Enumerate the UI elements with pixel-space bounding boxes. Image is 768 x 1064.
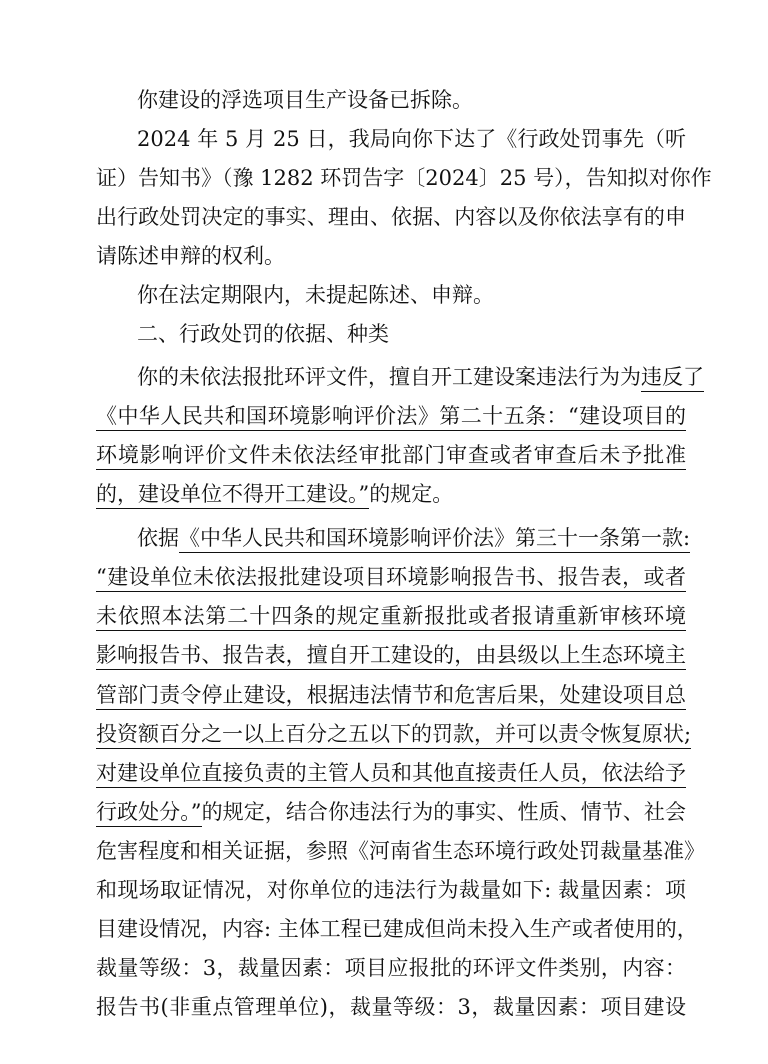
- paragraph-line: 裁量等级：3，裁量因素：项目应报批的环评文件类别，内容：: [96, 956, 686, 980]
- underlined-text: 《中华人民共和国环境影响评价法》第三十一条第一款:: [179, 526, 690, 553]
- underlined-text: 《中华人民共和国环境影响评价法》第二十五条：“建设项目的: [96, 404, 686, 431]
- paragraph-line: 报告书(非重点管理单位)，裁量等级：3，裁量因素：项目建设: [96, 995, 686, 1019]
- paragraph-line: 行政处分。”的规定，结合你违法行为的事实、性质、情节、社会: [96, 789, 686, 835]
- paragraph-line: 目建设情况，内容: 主体工程已建成但尚未投入生产或者使用的，: [96, 917, 698, 941]
- paragraph-line: 的，建设单位不得开工建设。”的规定。: [96, 471, 686, 517]
- underlined-text: 管部门责令停止建设，根据违法情节和危害后果，处建设项目总: [96, 683, 686, 710]
- paragraph-line: 你建设的浮选项目生产设备已拆除。: [137, 88, 473, 112]
- paragraph-line: 和现场取证情况，对你单位的违法行为裁量如下: 裁量因素：项: [96, 878, 686, 902]
- paragraph-line: 你的未依法报批环评文件，擅自开工建设案违法行为为违反了: [137, 354, 686, 400]
- paragraph-line: 危害程度和相关证据，参照《河南省生态环境行政处罚裁量基准》: [96, 839, 705, 863]
- underlined-text: 行政处分。”: [96, 800, 202, 827]
- underlined-text: 未依照本法第二十四条的规定重新报批或者报请重新审核环境: [96, 604, 686, 631]
- underlined-text: 环境影响评价文件未依法经审批部门审查或者审查后未予批准: [96, 443, 686, 470]
- underlined-text: “建设单位未依法报批建设项目环境影响报告书、报告表，或者: [96, 565, 686, 592]
- underlined-text: 对建设单位直接负责的主管人员和其他直接责任人员，依法给予: [96, 761, 686, 788]
- paragraph-line: 2024 年 5 月 25 日，我局向你下达了《行政处罚事先（听: [137, 127, 686, 151]
- paragraph-line: 依据《中华人民共和国环境影响评价法》第三十一条第一款:: [137, 515, 686, 561]
- underlined-text: 违反了: [641, 365, 704, 392]
- section-heading: 二、行政处罚的依据、种类: [137, 322, 389, 346]
- underlined-text: 影响报告书、报告表，擅自开工建设的，由县级以上生态环境主: [96, 643, 686, 670]
- paragraph-line: 出行政处罚决定的事实、理由、依据、内容以及你依法享有的申: [96, 205, 686, 229]
- paragraph-line: 你在法定期限内，未提起陈述、申辩。: [137, 283, 494, 307]
- underlined-text: 的，建设单位不得开工建设。”: [96, 482, 369, 509]
- paragraph-line: 证）告知书》（豫 1282 环罚告字〔2024〕25 号），告知拟对你作: [96, 166, 712, 190]
- underlined-text: 投资额百分之一以上百分之五以下的罚款，并可以责令恢复原状;: [96, 722, 691, 749]
- paragraph-line: 请陈述申辩的权利。: [96, 244, 285, 268]
